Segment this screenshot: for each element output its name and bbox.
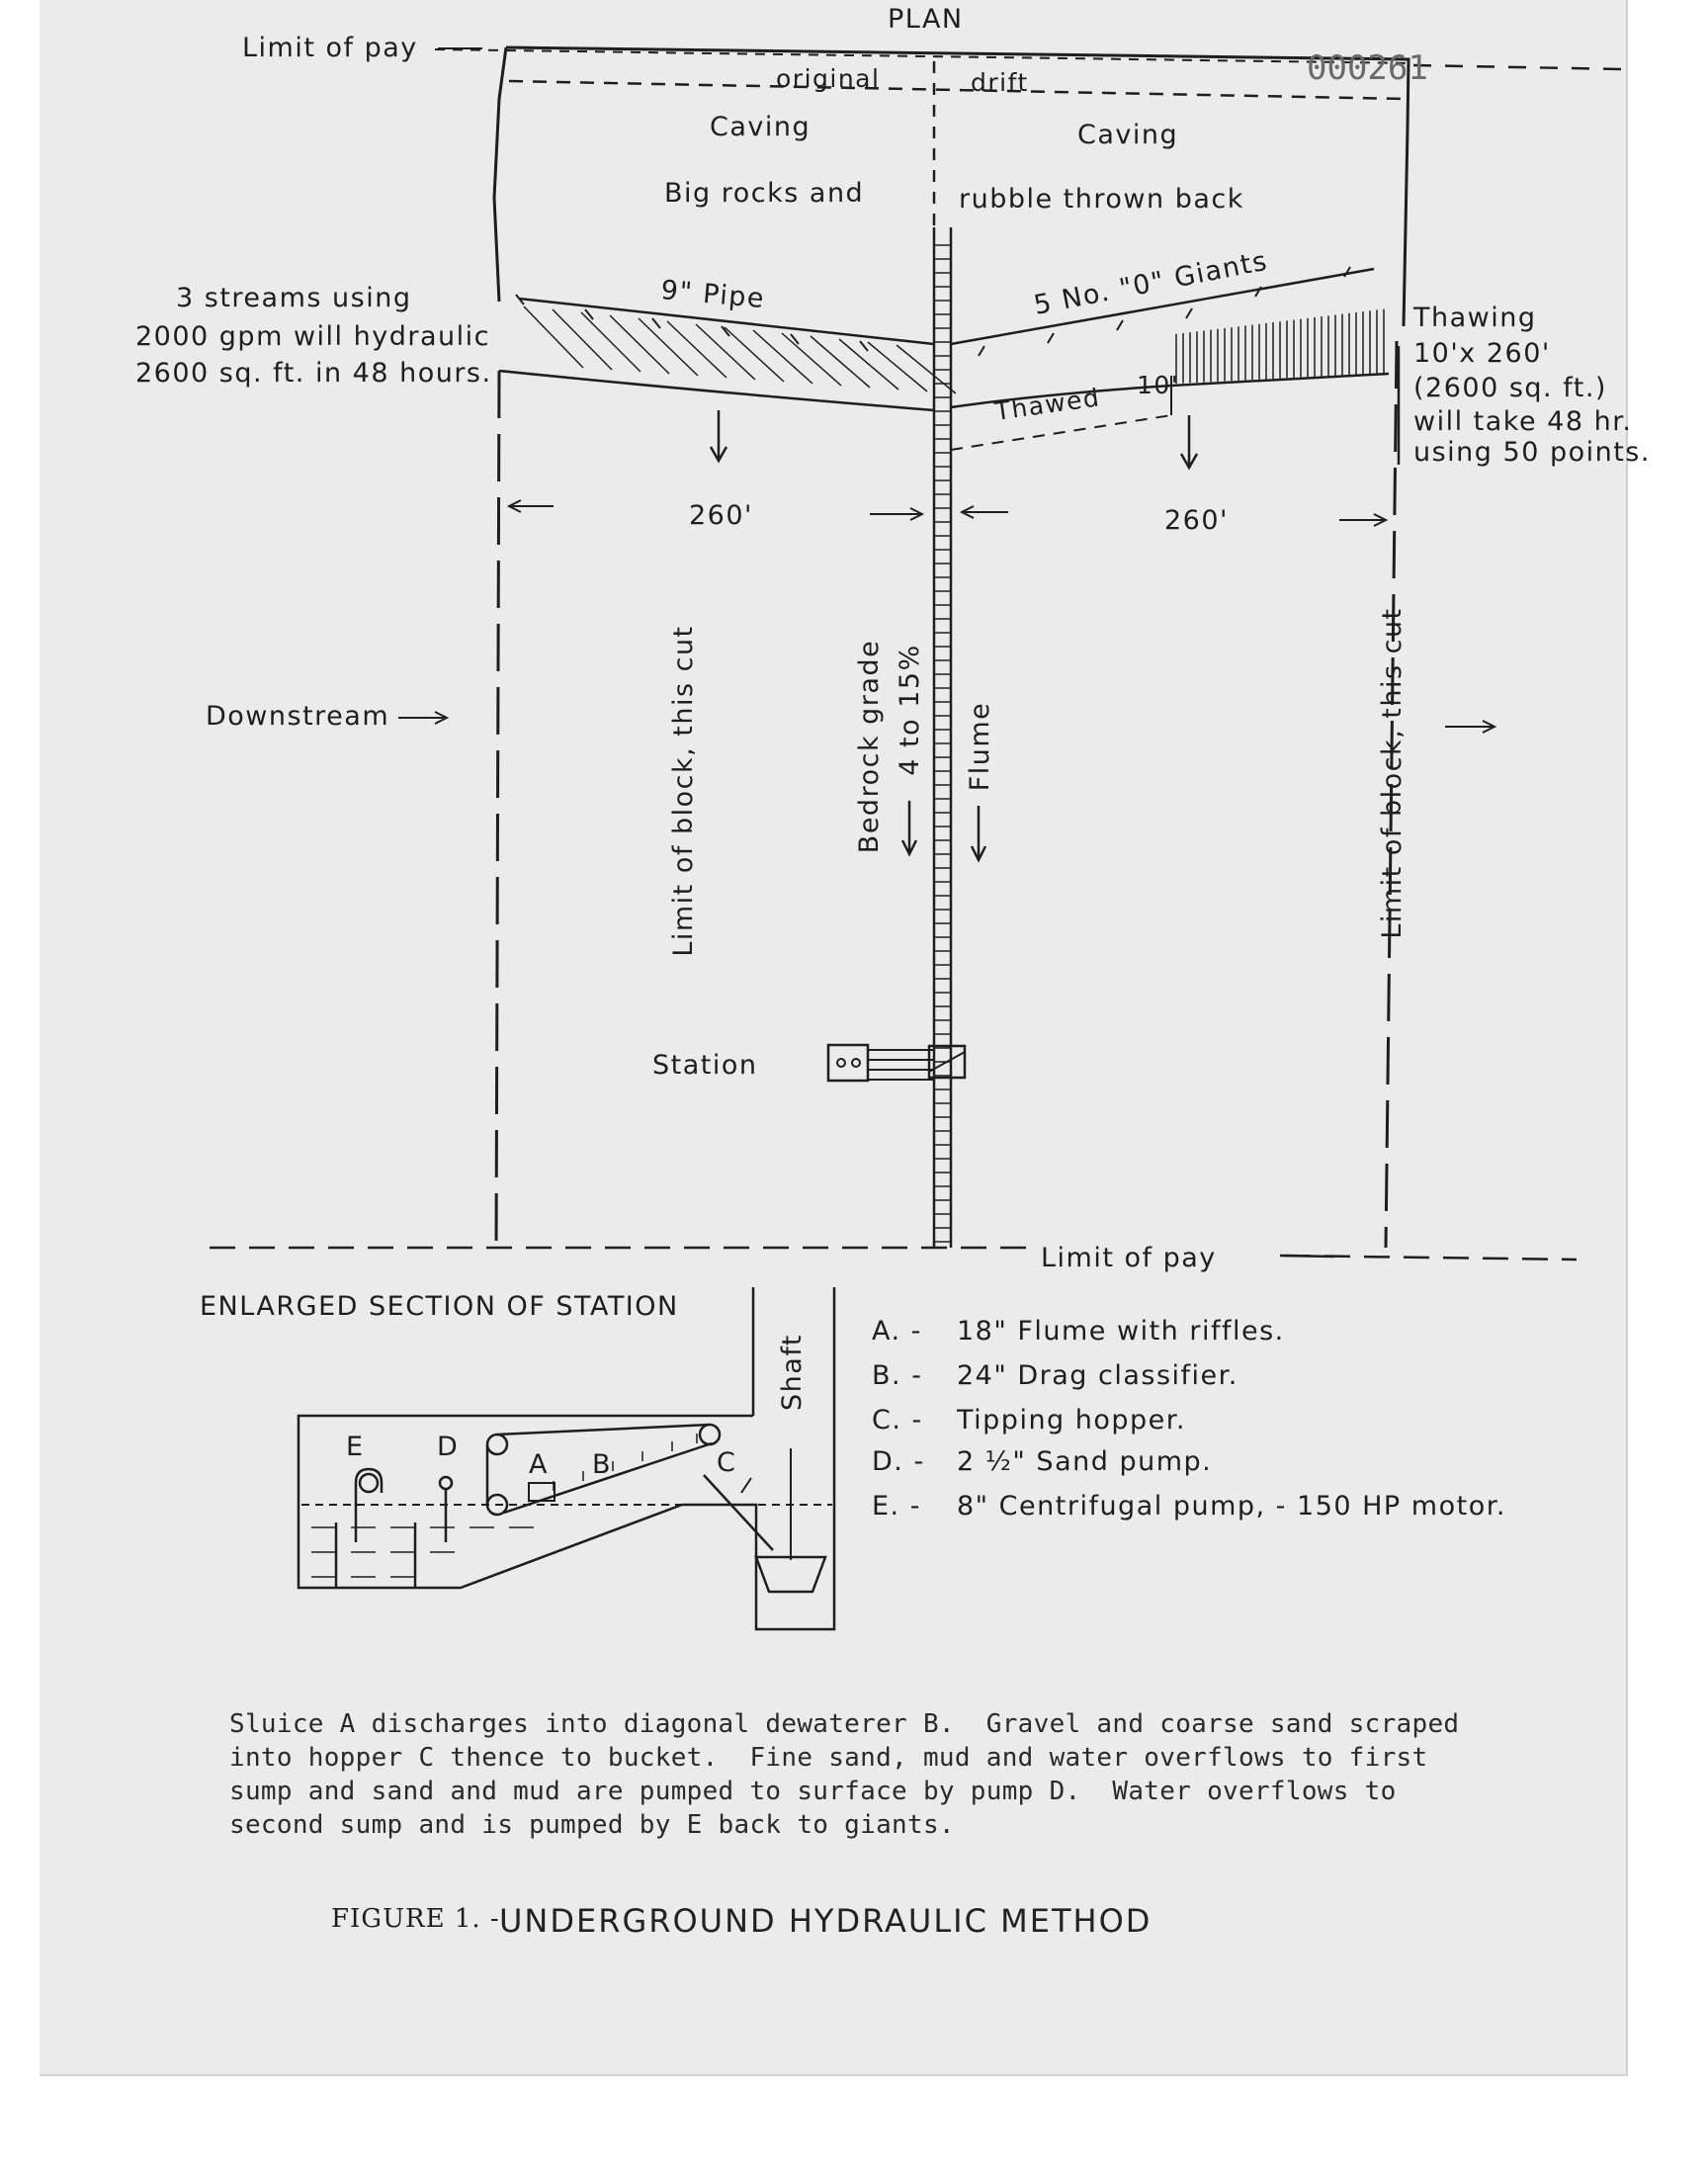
section-letter-b: B: [592, 1449, 613, 1480]
downstream-label: Downstream: [206, 701, 390, 732]
pipe-label: 9" Pipe: [659, 275, 767, 315]
dim-arrow-right-a: [962, 506, 1008, 518]
downstream-arrow: [398, 712, 447, 724]
section-letter-c: C: [717, 1447, 737, 1478]
dim-arrow-left-a: [509, 500, 554, 512]
section-letter-e: E: [346, 1432, 365, 1462]
legend-key-c: C. -: [872, 1405, 923, 1436]
figure-caption-text: Sluice A discharges into diagonal dewaterer B. Gravel and coarse sand scraped into hopper C thence to bucket. Fine sand, mud and water overflows to first sump and sand and mud are pumped to surface by pump D. Water overflows to second sump and is pumped by E back to giants.: [229, 1709, 1460, 1840]
original-label: original: [776, 64, 881, 93]
streams-line-2: 2000 gpm will hydraulic: [135, 321, 490, 352]
legend-text-d: 2 ½" Sand pump.: [957, 1446, 1213, 1477]
caving-right-label: Caving: [1077, 120, 1179, 150]
legend-text-c: Tipping hopper.: [957, 1405, 1187, 1436]
limit-of-pay-bottom-leader: [1280, 1256, 1334, 1257]
bedrock-pct-label: 4 to 15%: [895, 644, 925, 776]
legend-key-a: A. -: [872, 1316, 922, 1347]
figure-title: UNDERGROUND HYDRAULIC METHOD: [499, 1902, 1153, 1940]
flume: [934, 227, 951, 1248]
dim-arrow-left-b: [870, 508, 922, 520]
legend-key-e: E. -: [872, 1491, 921, 1522]
original-drift-line: [509, 81, 1404, 99]
advance-arrow-right: [1181, 415, 1197, 468]
legend-text-e: 8" Centrifugal pump, - 150 HP motor.: [957, 1491, 1506, 1522]
limit-of-pay-top-label: Limit of pay: [242, 33, 418, 63]
dim-arrow-right-b: [1339, 514, 1386, 526]
bedrock-grade-label: Bedrock grade: [854, 639, 885, 854]
streams-line-3: 2600 sq. ft. in 48 hours.: [135, 358, 492, 389]
thawing-line-4: will take 48 hr.: [1413, 406, 1633, 437]
section-title: ENLARGED SECTION OF STATION: [200, 1291, 679, 1322]
limit-of-pay-top-extension: [1413, 65, 1621, 69]
dim-left-label: 260': [689, 500, 753, 531]
plan-title: PLAN: [888, 4, 964, 35]
section-letter-d: D: [437, 1432, 460, 1462]
flume-flow-arrow: [972, 806, 985, 860]
legend: [872, 1316, 1506, 1522]
face-line-left: [499, 371, 934, 410]
thawing-line-2: 10'x 260': [1413, 338, 1551, 369]
caving-left-label: Caving: [710, 112, 811, 142]
streams-line-1: 3 streams using: [176, 283, 412, 313]
rocks-right-label: rubble thrown back: [959, 184, 1244, 215]
drift-label: drift: [971, 68, 1029, 97]
bedrock-grade-arrow: [902, 801, 916, 854]
limit-block-right-label: Limit of block, this cut: [1377, 607, 1408, 939]
limit-of-pay-bottom-label: Limit of pay: [1041, 1243, 1217, 1273]
downstream-arrow-right: [1445, 721, 1494, 733]
legend-key-b: B. -: [872, 1360, 923, 1391]
shaft-label: Shaft: [777, 1334, 808, 1411]
document-stamp: 000261: [1307, 48, 1428, 88]
limit-of-block-left-line: [496, 371, 499, 1251]
limit-block-left-label: Limit of block, this cut: [668, 625, 699, 957]
dim-right-label: 260': [1164, 505, 1229, 536]
legend-key-d: D. -: [872, 1446, 925, 1477]
thawing-line-5: using 50 points.: [1413, 437, 1651, 468]
thawing-line-1: Thawing: [1413, 303, 1537, 333]
legend-text-a: 18" Flume with riffles.: [957, 1316, 1285, 1347]
thawed-boundary: [951, 415, 1171, 450]
giants-label: 5 No. "0" Giants: [1031, 245, 1271, 321]
section-letter-a: A: [529, 1449, 549, 1480]
thawing-points-hatch: [1176, 309, 1384, 384]
thawing-line-3: (2600 sq. ft.): [1413, 373, 1607, 403]
rocks-left-label: Big rocks and: [664, 178, 865, 209]
thawed-dim-label: 10': [1137, 371, 1180, 399]
thawed-label: Thawed: [992, 383, 1102, 426]
figure-number: FIGURE 1. -: [331, 1904, 500, 1934]
advance-arrow-left: [711, 410, 726, 461]
station-label: Station: [652, 1050, 758, 1081]
flume-label: Flume: [965, 701, 995, 792]
legend-text-b: 24" Drag classifier.: [957, 1360, 1238, 1391]
station-section-drawing: [299, 1287, 834, 1629]
